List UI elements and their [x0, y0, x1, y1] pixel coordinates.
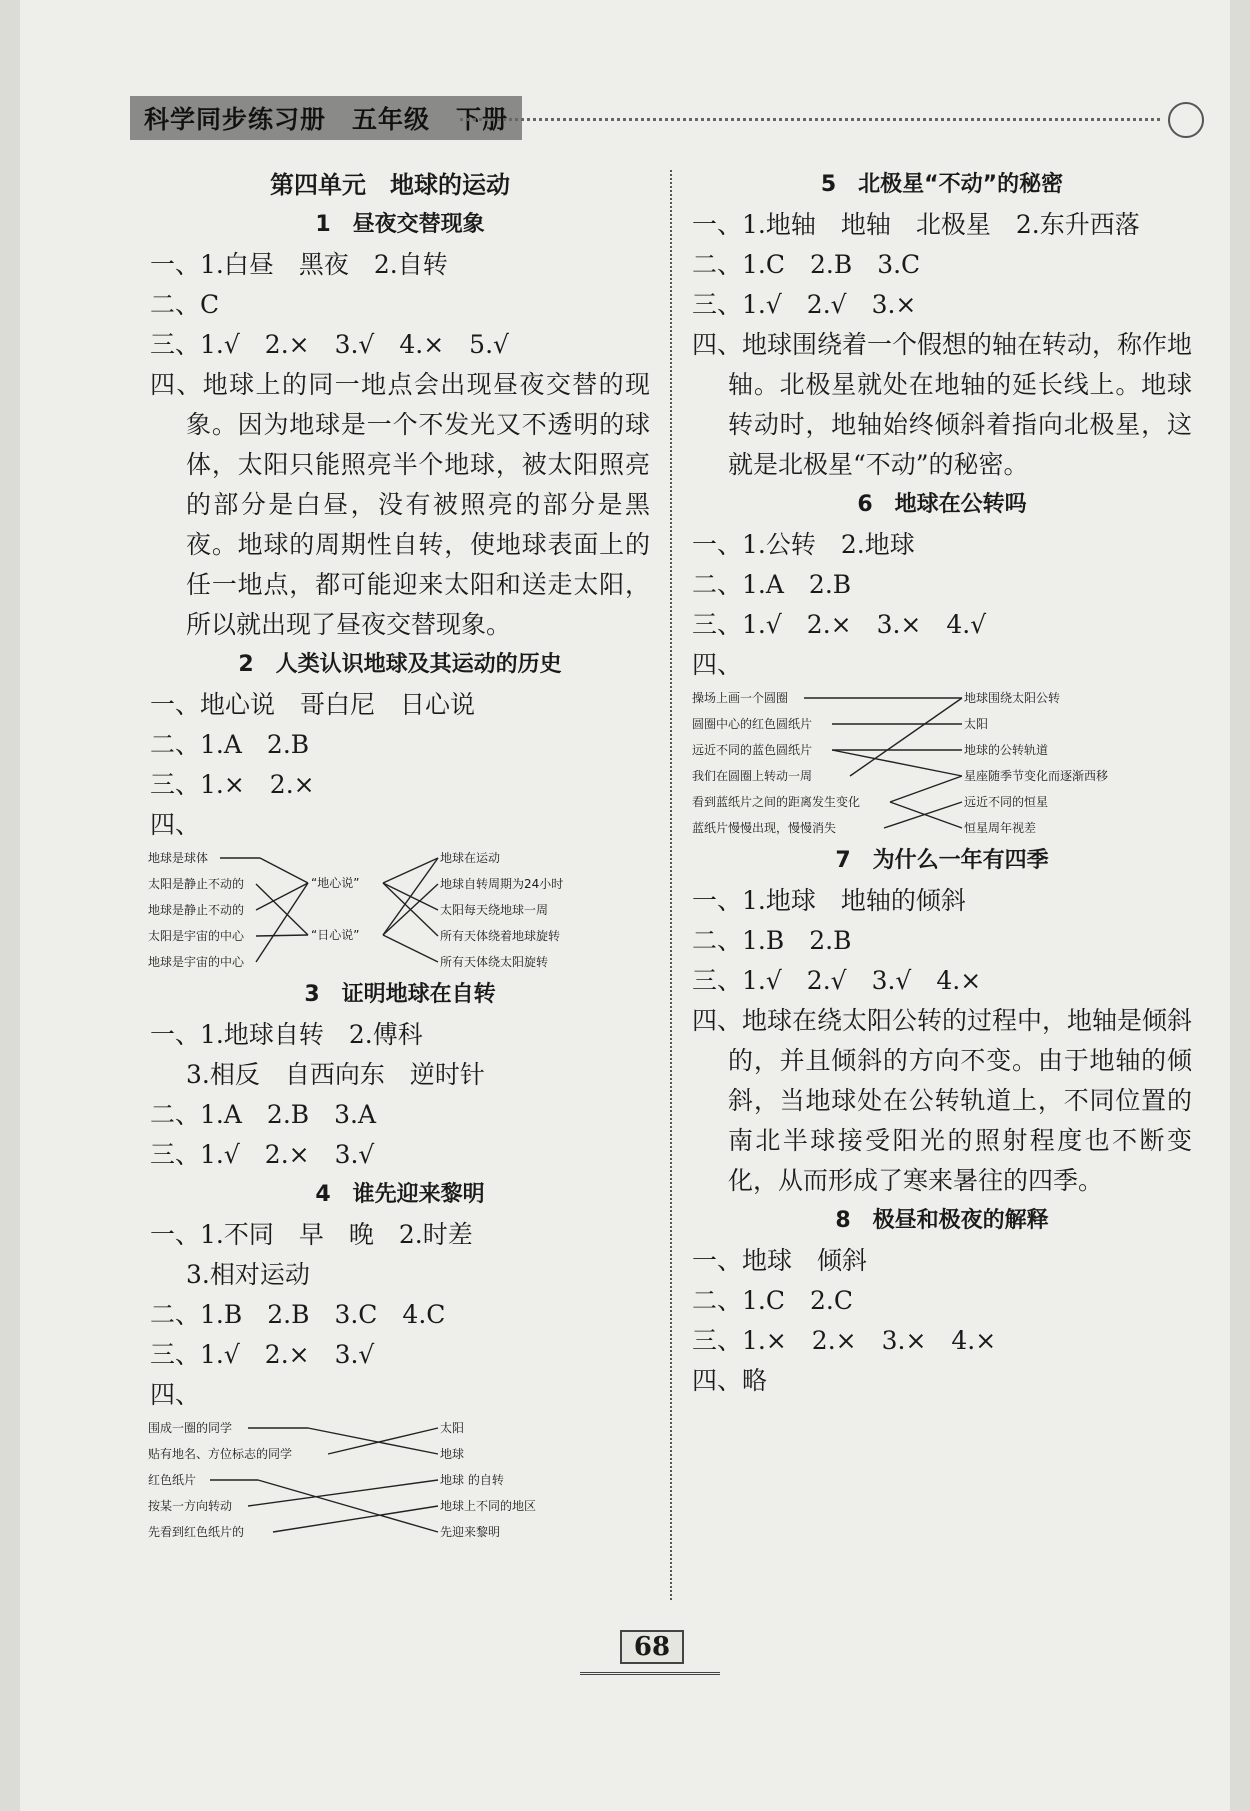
answer-line: 三、1.√ 2.× 3.× 4.√ — [692, 610, 987, 639]
answer-paragraph: 四、地球在绕太阳公转的过程中，地轴是倾斜的，并且倾斜的方向不变。由于地轴的倾斜，当地球处在公转轨道上，不同位置的南北半球接受阳光的照射程度也不断变化，从而形成了寒来暑往的四季。 — [692, 1006, 1193, 1195]
match-left-item: 圆圈中心的红色圆纸片 — [692, 717, 813, 731]
page-number-underline — [580, 1672, 720, 1675]
answer-line: 三、1.√ 2.× 3.√ — [150, 1340, 375, 1369]
header-circle-icon — [1168, 102, 1204, 138]
answer-line: 四、 — [150, 1380, 201, 1409]
match-right-item: 太阳 — [440, 1421, 465, 1435]
answer-line: 四、 — [150, 810, 201, 839]
section-title: 2 人类认识地球及其运动的历史 — [238, 652, 562, 677]
match-left-item: 围成一圈的同学 — [148, 1421, 233, 1435]
left-column — [150, 165, 650, 1545]
matching-diagram — [692, 685, 1192, 841]
matching-diagram — [148, 1415, 650, 1545]
answer-line: 二、C — [150, 290, 220, 319]
answer-line: 二、1.A 2.B — [150, 730, 310, 759]
answer-line: 二、1.C 2.C — [692, 1286, 853, 1315]
match-left-item: 先看到红色纸片的 — [148, 1525, 245, 1539]
matching-diagram — [148, 845, 650, 975]
answer-line: 一、1.地球自转 2.傅科 — [150, 1020, 423, 1049]
answer-line: 三、1.√ 2.× 3.√ — [150, 1140, 375, 1169]
answer-line: 一、地球 倾斜 — [692, 1246, 868, 1275]
match-left-item: 太阳是静止不动的 — [148, 877, 245, 891]
match-right-item: 星座随季节变化而逐渐西移 — [964, 769, 1109, 783]
section-title: 3 证明地球在自转 — [304, 982, 496, 1007]
answer-line: 一、地心说 哥白尼 日心说 — [150, 690, 476, 719]
answer-line: 二、1.B 2.B 3.C 4.C — [150, 1300, 446, 1329]
match-right-item: 地球 — [440, 1447, 465, 1461]
match-left-item: 贴有地名、方位标志的同学 — [148, 1447, 293, 1461]
match-left-item: 地球是宇宙的中心 — [148, 955, 245, 969]
match-right-item: 太阳每天绕地球一周 — [440, 903, 549, 917]
answer-line: 二、1.C 2.B 3.C — [692, 250, 921, 279]
match-right-item: 所有天体绕着地球旋转 — [440, 929, 561, 943]
match-mid-item: “日心说” — [311, 928, 360, 942]
section-title: 5 北极星“不动”的秘密 — [820, 172, 1064, 197]
match-left-item: 操场上画一个圆圈 — [692, 691, 789, 705]
match-right-item: 先迎来黎明 — [440, 1525, 501, 1539]
match-mid-item: “地心说” — [311, 876, 360, 890]
page — [20, 0, 1230, 1811]
answer-line: 三、1.× 2.× 3.× 4.× — [692, 1326, 997, 1355]
right-column — [692, 165, 1192, 1401]
answer-line: 四、略 — [692, 1366, 768, 1395]
match-left-item: 我们在圆圈上转动一周 — [692, 769, 813, 783]
answer-paragraph: 四、地球上的同一地点会出现昼夜交替的现象。因为地球是一个不发光又不透明的球体，太阳只能照亮半个地球，被太阳照亮的部分是白昼，没有被照亮的部分是黑夜。地球的周期性自转，使地球表面上的任一地点，都可能迎来太阳和送走太阳，所以就出现了昼夜交替现象。 — [150, 370, 650, 639]
section-title: 1 昼夜交替现象 — [315, 212, 485, 237]
match-right-item: 地球在运动 — [440, 851, 501, 865]
match-left-item: 地球是静止不动的 — [148, 903, 245, 917]
answer-line: 三、1.√ 2.√ 3.× — [692, 290, 917, 319]
answer-line: 四、 — [692, 650, 743, 679]
answer-line: 三、1.√ 2.× 3.√ 4.× 5.√ — [150, 330, 509, 359]
answer-line: 三、1.× 2.× — [150, 770, 315, 799]
match-right-item: 所有天体绕太阳旋转 — [440, 955, 549, 969]
answer-line: 一、1.不同 早 晚 2.时差 — [150, 1220, 473, 1249]
page-number: 68 — [620, 1630, 684, 1664]
match-right-item: 恒星周年视差 — [964, 821, 1037, 835]
answer-line: 二、1.B 2.B — [692, 926, 852, 955]
answer-line: 3.相反 自西向东 逆时针 — [186, 1060, 485, 1089]
match-right-item: 远近不同的恒星 — [964, 795, 1049, 809]
match-right-item: 地球自转周期为24小时 — [440, 877, 564, 891]
section-title: 8 极昼和极夜的解释 — [835, 1208, 1049, 1233]
match-right-item: 地球上不同的地区 — [440, 1499, 537, 1513]
answer-line: 一、1.地球 地轴的倾斜 — [692, 886, 966, 915]
match-right-item: 太阳 — [964, 717, 989, 731]
match-left-item: 地球是球体 — [148, 851, 209, 865]
section-title: 4 谁先迎来黎明 — [315, 1182, 485, 1207]
answer-line: 3.相对运动 — [186, 1260, 310, 1289]
match-left-item: 红色纸片 — [148, 1473, 197, 1487]
unit-title: 第四单元 地球的运动 — [270, 171, 510, 199]
match-right-item: 地球围绕太阳公转 — [964, 691, 1061, 705]
answer-line: 一、1.地轴 地轴 北极星 2.东升西落 — [692, 210, 1140, 239]
answer-line: 一、1.白昼 黑夜 2.自转 — [150, 250, 448, 279]
answer-paragraph: 四、地球围绕着一个假想的轴在转动，称作地轴。北极星就处在地轴的延长线上。地球转动时，地轴始终倾斜着指向北极星，这就是北极星“不动”的秘密。 — [692, 330, 1193, 479]
match-right-item: 地球 的自转 — [440, 1473, 504, 1487]
match-left-item: 按某一方向转动 — [148, 1499, 233, 1513]
header-dotted-line — [460, 118, 1160, 121]
section-title: 6 地球在公转吗 — [857, 492, 1027, 517]
column-divider — [670, 170, 672, 1600]
match-right-item: 地球的公转轨道 — [964, 743, 1049, 757]
match-left-item: 蓝纸片慢慢出现，慢慢消失 — [692, 821, 837, 835]
answer-line: 二、1.A 2.B — [692, 570, 852, 599]
match-left-item: 太阳是宇宙的中心 — [148, 929, 245, 943]
answer-line: 三、1.√ 2.√ 3.√ 4.× — [692, 966, 982, 995]
section-title: 7 为什么一年有四季 — [835, 848, 1049, 873]
match-left-item: 远近不同的蓝色圆纸片 — [692, 743, 813, 757]
answer-line: 二、1.A 2.B 3.A — [150, 1100, 377, 1129]
match-left-item: 看到蓝纸片之间的距离发生变化 — [692, 795, 861, 809]
book-title: 科学同步练习册 五年级 下册 — [130, 96, 522, 140]
answer-line: 一、1.公转 2.地球 — [692, 530, 915, 559]
